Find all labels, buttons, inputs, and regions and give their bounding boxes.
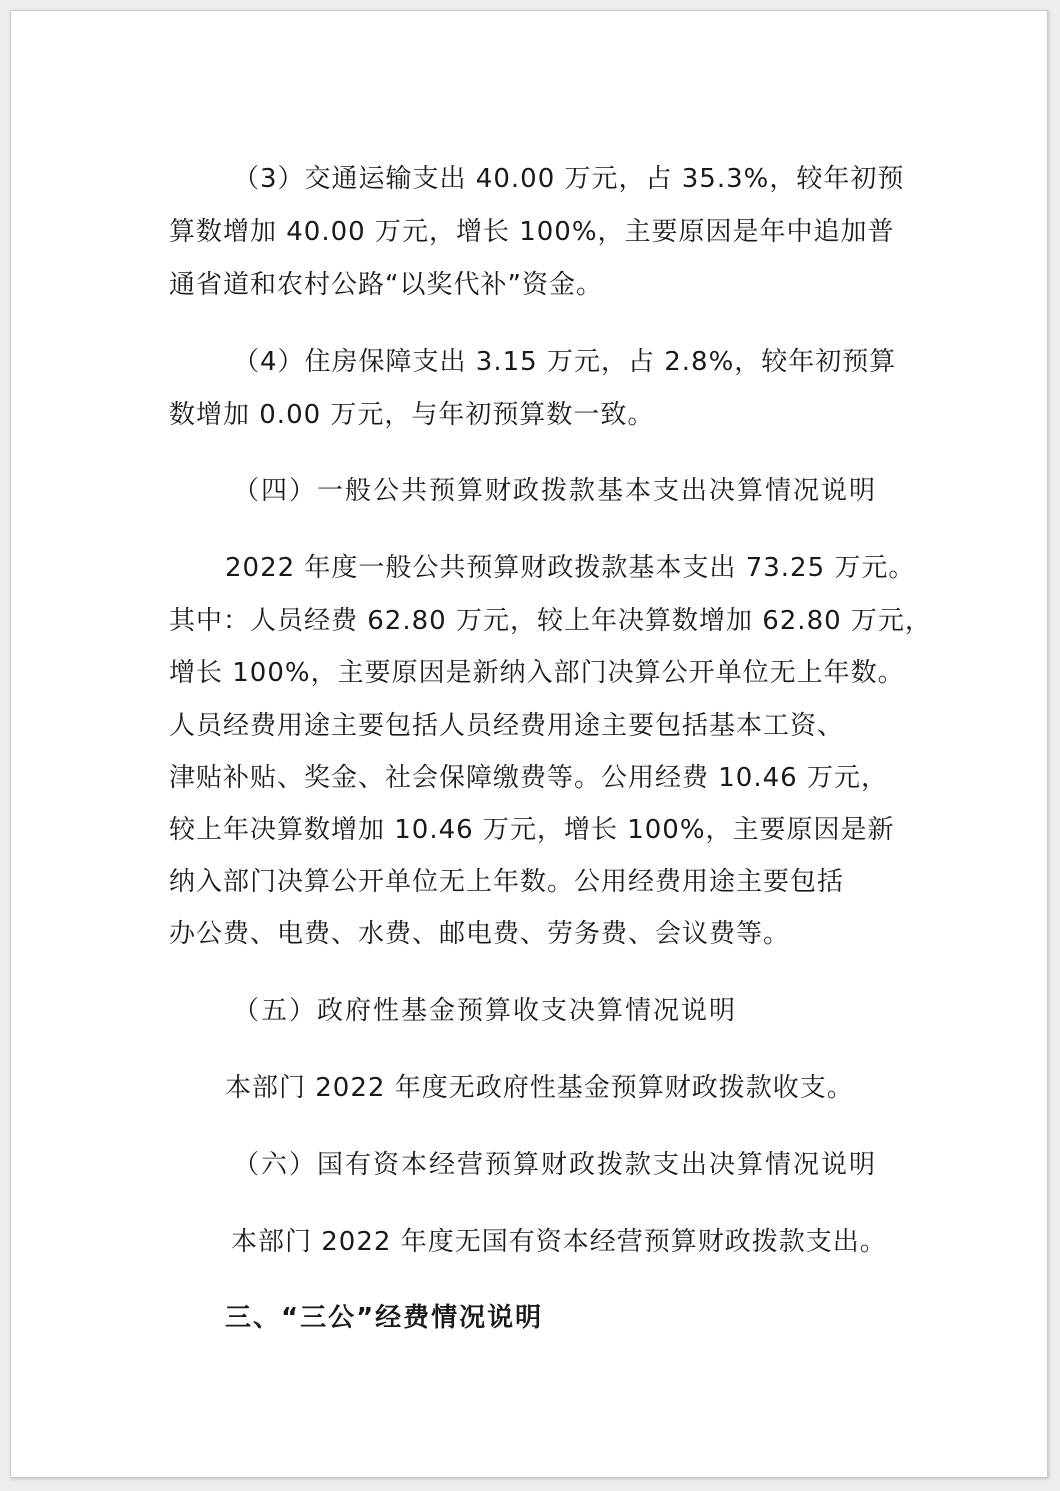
paragraph-line: 2022 年度一般公共预算财政拨款基本支出 73.25 万元。 [225, 553, 916, 583]
paragraph-line: （3）交通运输支出 40.00 万元，占 35.3%，较年初预 [233, 164, 905, 194]
paragraph-line: 办公费、电费、水费、邮电费、劳务费、会议费等。 [169, 919, 791, 949]
paragraph-line: 数增加 0.00 万元，与年初预算数一致。 [169, 400, 655, 430]
section-heading: （六）国有资本经营预算财政拨款支出决算情况说明 [233, 1150, 878, 1180]
paragraph-line: 增长 100%，主要原因是新纳入部门决算公开单位无上年数。 [169, 658, 905, 688]
paragraph-line: 本部门 2022 年度无政府性基金预算财政拨款收支。 [225, 1073, 854, 1103]
paragraph-line: 其中：人员经费 62.80 万元，较上年决算数增加 62.80 万元， [169, 606, 932, 636]
paragraph-line: 人员经费用途主要包括人员经费用途主要包括基本工资、 [169, 711, 845, 741]
paragraph-line: 津贴补贴、奖金、社会保障缴费等。公用经费 10.46 万元， [169, 763, 888, 793]
paragraph-line: 通省道和农村公路“以奖代补”资金。 [169, 270, 603, 300]
section-heading: （五）政府性基金预算收支决算情况说明 [233, 996, 738, 1026]
paragraph-line: （4）住房保障支出 3.15 万元，占 2.8%，较年初预算 [233, 347, 897, 377]
paragraph-line: 纳入部门决算公开单位无上年数。公用经费用途主要包括 [169, 867, 845, 897]
document-page [10, 10, 1048, 1478]
paragraph-line: 本部门 2022 年度无国有资本经营预算财政拨款支出。 [231, 1227, 887, 1257]
section-heading: （四）一般公共预算财政拨款基本支出决算情况说明 [233, 476, 878, 506]
paragraph-line: 较上年决算数增加 10.46 万元，增长 100%，主要原因是新 [169, 815, 895, 845]
chapter-heading: 三、“三公”经费情况说明 [225, 1303, 544, 1333]
paragraph-line: 算数增加 40.00 万元，增长 100%，主要原因是年中追加普 [169, 217, 895, 247]
